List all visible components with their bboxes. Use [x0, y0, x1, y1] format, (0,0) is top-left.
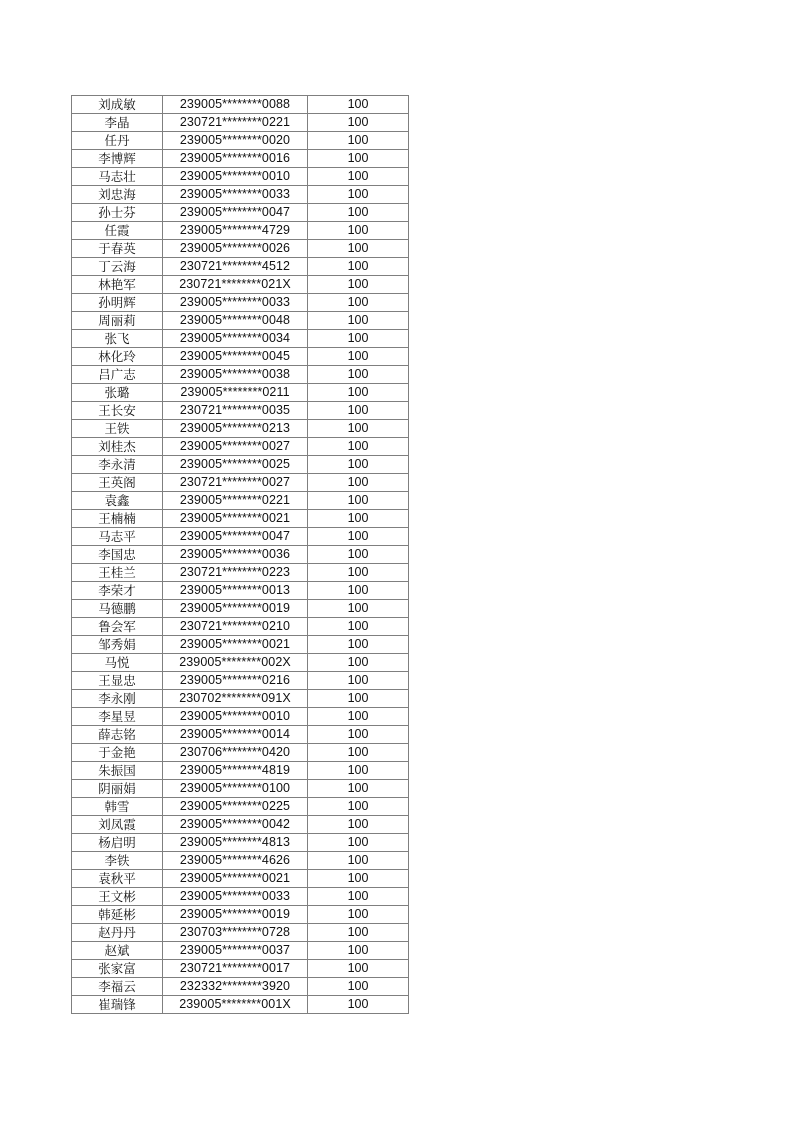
id-number-cell: 239005********0021 — [163, 870, 308, 888]
table-row — [72, 96, 409, 114]
table-row — [72, 528, 409, 546]
name-cell: 李永刚 — [72, 690, 163, 708]
name-cell: 孙士芬 — [72, 204, 163, 222]
score-cell: 100 — [308, 348, 409, 366]
table-row — [72, 546, 409, 564]
table-row — [72, 978, 409, 996]
table-row — [72, 708, 409, 726]
table-row — [72, 150, 409, 168]
score-cell: 100 — [308, 312, 409, 330]
id-number-cell: 239005********0019 — [163, 906, 308, 924]
id-number-cell: 239005********0013 — [163, 582, 308, 600]
name-cell: 邹秀娟 — [72, 636, 163, 654]
score-cell: 100 — [308, 492, 409, 510]
id-number-cell: 239005********0216 — [163, 672, 308, 690]
id-number-cell: 230721********0223 — [163, 564, 308, 582]
table-row — [72, 726, 409, 744]
score-cell: 100 — [308, 528, 409, 546]
table-row — [72, 384, 409, 402]
name-cell: 李荣才 — [72, 582, 163, 600]
id-number-cell: 230721********4512 — [163, 258, 308, 276]
id-number-cell: 239005********0047 — [163, 204, 308, 222]
score-cell: 100 — [308, 726, 409, 744]
score-cell: 100 — [308, 294, 409, 312]
id-number-cell: 239005********4819 — [163, 762, 308, 780]
id-number-cell: 239005********4729 — [163, 222, 308, 240]
id-number-cell: 239005********0100 — [163, 780, 308, 798]
name-cell: 于春英 — [72, 240, 163, 258]
table-row — [72, 888, 409, 906]
id-number-cell: 239005********0088 — [163, 96, 308, 114]
name-cell: 马悦 — [72, 654, 163, 672]
id-number-cell: 239005********0019 — [163, 600, 308, 618]
table-row — [72, 834, 409, 852]
table-row — [72, 996, 409, 1014]
score-cell: 100 — [308, 690, 409, 708]
table-row — [72, 510, 409, 528]
table-row — [72, 168, 409, 186]
table-row — [72, 420, 409, 438]
id-number-cell: 239005********0045 — [163, 348, 308, 366]
score-cell: 100 — [308, 564, 409, 582]
table-row — [72, 816, 409, 834]
score-cell: 100 — [308, 402, 409, 420]
table-row — [72, 132, 409, 150]
table-row — [72, 186, 409, 204]
table-row — [72, 924, 409, 942]
score-cell: 100 — [308, 600, 409, 618]
id-number-cell: 239005********001X — [163, 996, 308, 1014]
score-cell: 100 — [308, 762, 409, 780]
score-cell: 100 — [308, 168, 409, 186]
id-number-cell: 239005********002X — [163, 654, 308, 672]
name-cell: 丁云海 — [72, 258, 163, 276]
score-cell: 100 — [308, 114, 409, 132]
table-row — [72, 114, 409, 132]
name-cell: 王楠楠 — [72, 510, 163, 528]
score-cell: 100 — [308, 942, 409, 960]
name-cell: 马德鹏 — [72, 600, 163, 618]
name-cell: 薛志铭 — [72, 726, 163, 744]
score-cell: 100 — [308, 636, 409, 654]
name-cell: 马志壮 — [72, 168, 163, 186]
table-row — [72, 348, 409, 366]
name-cell: 林化玲 — [72, 348, 163, 366]
table-row — [72, 294, 409, 312]
roster-table — [71, 95, 409, 1014]
name-cell: 刘桂杰 — [72, 438, 163, 456]
score-cell: 100 — [308, 438, 409, 456]
name-cell: 张飞 — [72, 330, 163, 348]
score-cell: 100 — [308, 744, 409, 762]
score-cell: 100 — [308, 510, 409, 528]
name-cell: 阴丽娟 — [72, 780, 163, 798]
table-row — [72, 870, 409, 888]
id-number-cell: 239005********0037 — [163, 942, 308, 960]
name-cell: 张璐 — [72, 384, 163, 402]
name-cell: 王桂兰 — [72, 564, 163, 582]
id-number-cell: 239005********0021 — [163, 510, 308, 528]
name-cell: 王文彬 — [72, 888, 163, 906]
table-row — [72, 636, 409, 654]
table-row — [72, 960, 409, 978]
id-number-cell: 239005********0033 — [163, 888, 308, 906]
name-cell: 赵斌 — [72, 942, 163, 960]
id-number-cell: 239005********0014 — [163, 726, 308, 744]
name-cell: 李永清 — [72, 456, 163, 474]
id-number-cell: 230702********091X — [163, 690, 308, 708]
id-number-cell: 230703********0728 — [163, 924, 308, 942]
score-cell: 100 — [308, 276, 409, 294]
score-cell: 100 — [308, 618, 409, 636]
id-number-cell: 239005********0034 — [163, 330, 308, 348]
name-cell: 刘成敏 — [72, 96, 163, 114]
score-cell: 100 — [308, 420, 409, 438]
roster-table-body — [72, 96, 409, 1014]
table-row — [72, 582, 409, 600]
score-cell: 100 — [308, 546, 409, 564]
id-number-cell: 239005********0211 — [163, 384, 308, 402]
score-cell: 100 — [308, 330, 409, 348]
score-cell: 100 — [308, 960, 409, 978]
name-cell: 刘凤霞 — [72, 816, 163, 834]
name-cell: 孙明辉 — [72, 294, 163, 312]
id-number-cell: 239005********0042 — [163, 816, 308, 834]
name-cell: 李国忠 — [72, 546, 163, 564]
score-cell: 100 — [308, 888, 409, 906]
score-cell: 100 — [308, 132, 409, 150]
id-number-cell: 239005********0213 — [163, 420, 308, 438]
score-cell: 100 — [308, 924, 409, 942]
id-number-cell: 239005********0048 — [163, 312, 308, 330]
id-number-cell: 230721********0210 — [163, 618, 308, 636]
name-cell: 崔瑞锋 — [72, 996, 163, 1014]
score-cell: 100 — [308, 852, 409, 870]
score-cell: 100 — [308, 222, 409, 240]
id-number-cell: 239005********0010 — [163, 168, 308, 186]
id-number-cell: 230721********0035 — [163, 402, 308, 420]
score-cell: 100 — [308, 186, 409, 204]
id-number-cell: 239005********0026 — [163, 240, 308, 258]
table-row — [72, 402, 409, 420]
name-cell: 杨启明 — [72, 834, 163, 852]
id-number-cell: 239005********0033 — [163, 186, 308, 204]
name-cell: 王显忠 — [72, 672, 163, 690]
table-row — [72, 222, 409, 240]
name-cell: 任霞 — [72, 222, 163, 240]
name-cell: 任丹 — [72, 132, 163, 150]
id-number-cell: 239005********0010 — [163, 708, 308, 726]
table-row — [72, 690, 409, 708]
name-cell: 鲁会军 — [72, 618, 163, 636]
score-cell: 100 — [308, 708, 409, 726]
id-number-cell: 230721********021X — [163, 276, 308, 294]
table-row — [72, 798, 409, 816]
id-number-cell: 239005********4813 — [163, 834, 308, 852]
score-cell: 100 — [308, 834, 409, 852]
name-cell: 韩延彬 — [72, 906, 163, 924]
table-row — [72, 672, 409, 690]
name-cell: 朱振国 — [72, 762, 163, 780]
score-cell: 100 — [308, 654, 409, 672]
table-row — [72, 600, 409, 618]
id-number-cell: 239005********0221 — [163, 492, 308, 510]
name-cell: 韩雪 — [72, 798, 163, 816]
table-row — [72, 330, 409, 348]
score-cell: 100 — [308, 240, 409, 258]
table-row — [72, 942, 409, 960]
score-cell: 100 — [308, 258, 409, 276]
id-number-cell: 230706********0420 — [163, 744, 308, 762]
name-cell: 王英阁 — [72, 474, 163, 492]
name-cell: 吕广志 — [72, 366, 163, 384]
name-cell: 李晶 — [72, 114, 163, 132]
score-cell: 100 — [308, 996, 409, 1014]
id-number-cell: 239005********0038 — [163, 366, 308, 384]
score-cell: 100 — [308, 582, 409, 600]
table-row — [72, 258, 409, 276]
id-number-cell: 239005********4626 — [163, 852, 308, 870]
name-cell: 刘忠海 — [72, 186, 163, 204]
table-row — [72, 456, 409, 474]
id-number-cell: 239005********0025 — [163, 456, 308, 474]
id-number-cell: 239005********0047 — [163, 528, 308, 546]
score-cell: 100 — [308, 798, 409, 816]
name-cell: 李铁 — [72, 852, 163, 870]
id-number-cell: 239005********0036 — [163, 546, 308, 564]
table-row — [72, 618, 409, 636]
score-cell: 100 — [308, 384, 409, 402]
id-number-cell: 239005********0021 — [163, 636, 308, 654]
name-cell: 周丽莉 — [72, 312, 163, 330]
table-row — [72, 564, 409, 582]
table-row — [72, 438, 409, 456]
score-cell: 100 — [308, 366, 409, 384]
score-cell: 100 — [308, 780, 409, 798]
table-row — [72, 492, 409, 510]
score-cell: 100 — [308, 474, 409, 492]
score-cell: 100 — [308, 816, 409, 834]
score-cell: 100 — [308, 672, 409, 690]
name-cell: 王铁 — [72, 420, 163, 438]
name-cell: 李博辉 — [72, 150, 163, 168]
table-row — [72, 654, 409, 672]
id-number-cell: 239005********0225 — [163, 798, 308, 816]
table-row — [72, 852, 409, 870]
name-cell: 袁秋平 — [72, 870, 163, 888]
table-row — [72, 240, 409, 258]
score-cell: 100 — [308, 150, 409, 168]
score-cell: 100 — [308, 978, 409, 996]
score-cell: 100 — [308, 204, 409, 222]
table-row — [72, 762, 409, 780]
id-number-cell: 239005********0033 — [163, 294, 308, 312]
score-cell: 100 — [308, 456, 409, 474]
table-row — [72, 204, 409, 222]
name-cell: 袁鑫 — [72, 492, 163, 510]
score-cell: 100 — [308, 906, 409, 924]
name-cell: 李福云 — [72, 978, 163, 996]
id-number-cell: 230721********0221 — [163, 114, 308, 132]
name-cell: 赵丹丹 — [72, 924, 163, 942]
score-cell: 100 — [308, 96, 409, 114]
table-row — [72, 276, 409, 294]
id-number-cell: 232332********3920 — [163, 978, 308, 996]
table-row — [72, 474, 409, 492]
name-cell: 于金艳 — [72, 744, 163, 762]
table-row — [72, 312, 409, 330]
table-row — [72, 906, 409, 924]
table-row — [72, 366, 409, 384]
id-number-cell: 230721********0027 — [163, 474, 308, 492]
name-cell: 马志平 — [72, 528, 163, 546]
name-cell: 张家富 — [72, 960, 163, 978]
id-number-cell: 239005********0016 — [163, 150, 308, 168]
table-row — [72, 780, 409, 798]
score-cell: 100 — [308, 870, 409, 888]
name-cell: 林艳军 — [72, 276, 163, 294]
name-cell: 王长安 — [72, 402, 163, 420]
name-cell: 李星昱 — [72, 708, 163, 726]
id-number-cell: 239005********0027 — [163, 438, 308, 456]
id-number-cell: 239005********0020 — [163, 132, 308, 150]
table-row — [72, 744, 409, 762]
id-number-cell: 230721********0017 — [163, 960, 308, 978]
